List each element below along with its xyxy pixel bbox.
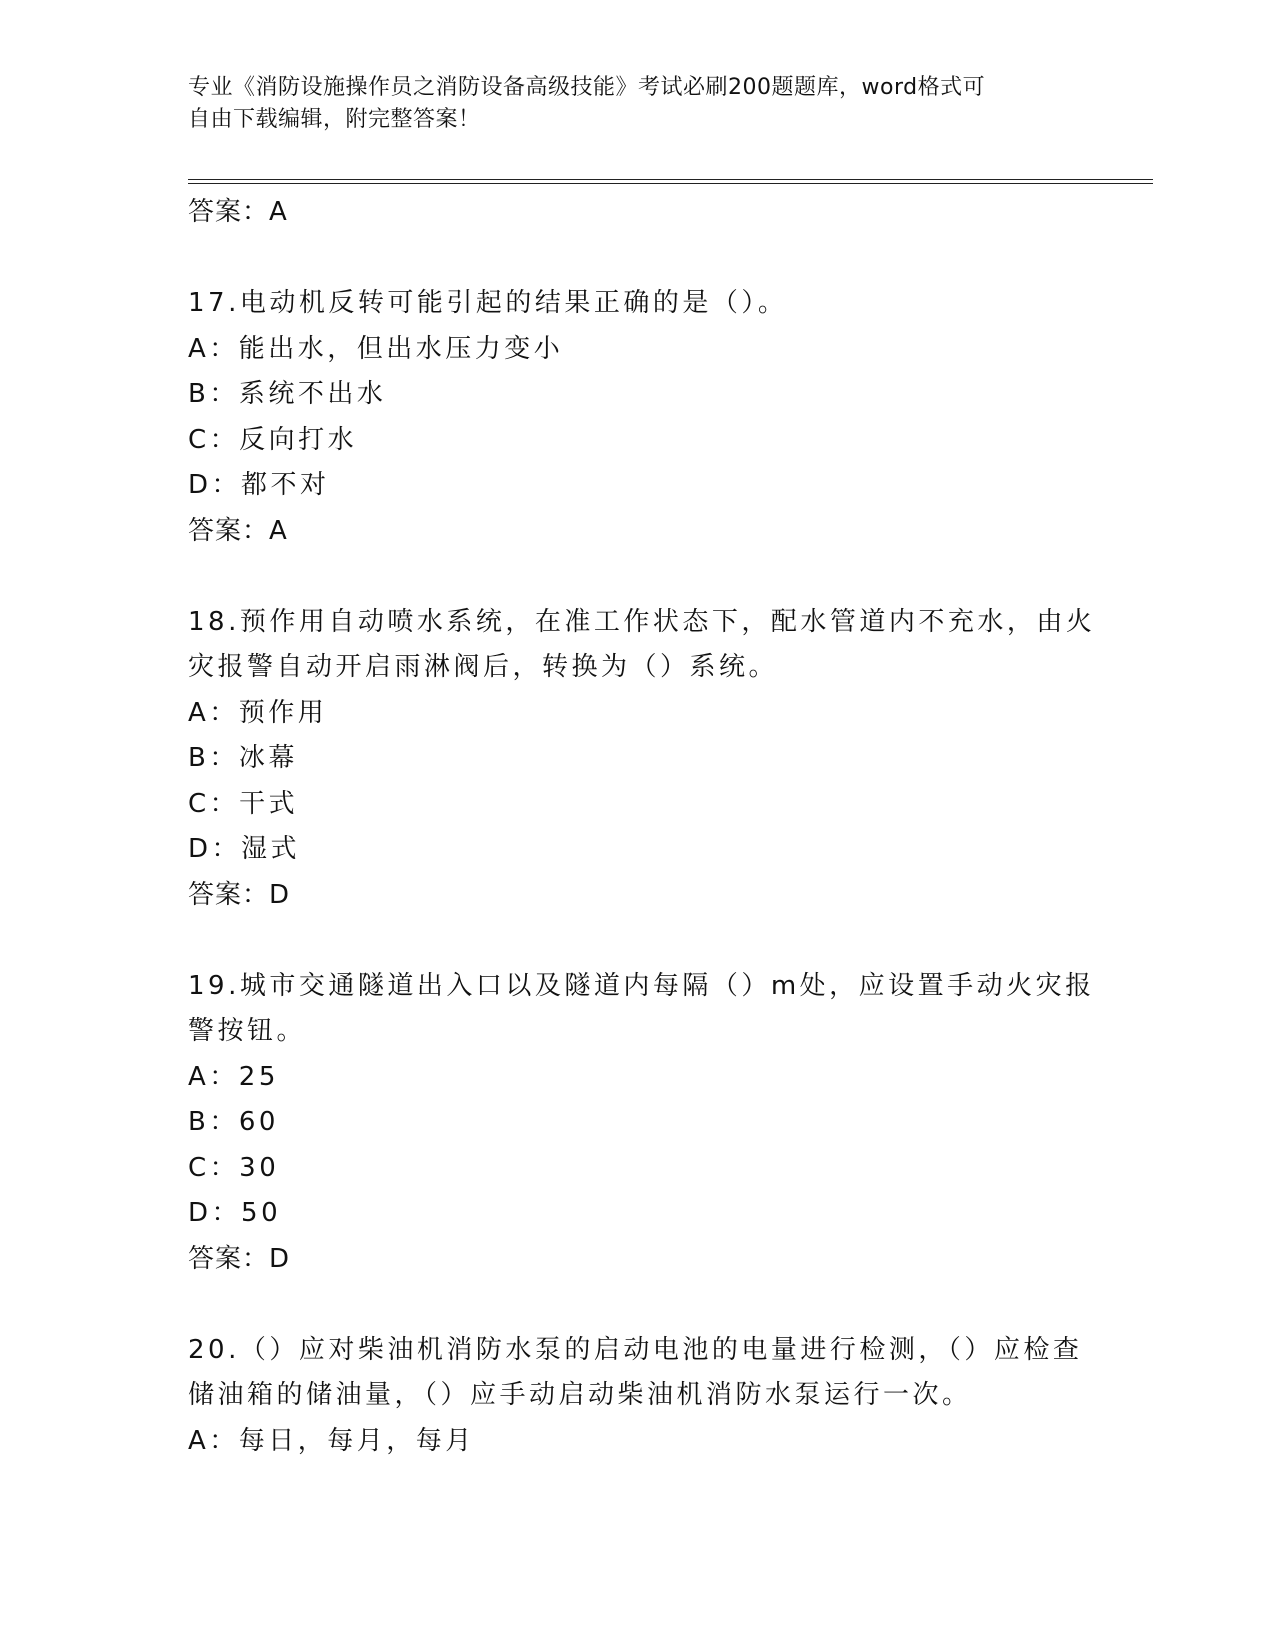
question-stem-continued: 警按钮。 [188,1016,307,1046]
question-19 [188,964,1095,1283]
question-stem-continued: 灾报警自动开启雨淋阀后，转换为（）系统。 [188,652,779,682]
option-c: C：30 [188,1152,280,1183]
question-list [188,190,1096,1464]
option-a: A：25 [188,1061,279,1092]
question-stem-continued: 储油箱的储油量，（）应手动启动柴油机消防水泵运行一次。 [188,1380,972,1410]
option-a: A：每日，每月，每月 [188,1425,475,1456]
option-d: D：50 [188,1198,282,1228]
header-line-2: 自由下载编辑，附完整答案！ [188,107,481,132]
header-divider-top [188,179,1153,180]
question-17 [188,281,1088,554]
option-a: A：预作用 [188,697,328,728]
answer-line: 答案：A [188,197,288,227]
option-b: B：冰幕 [188,743,298,773]
question-stem: 19.城市交通隧道出入口以及隧道内每隔（）m处，应设置手动火灾报 [188,970,1095,1001]
option-c: C：反向打水 [188,424,358,455]
question-stem: 17.电动机反转可能引起的结果正确的是（）。 [188,288,788,318]
answer-line: 答案：D [188,879,291,910]
answer-line: 答案：A [188,515,288,546]
header-divider-bottom [188,183,1153,184]
option-b: B：系统不出水 [188,379,387,409]
document-header [188,72,1068,136]
question-stem: 20.（）应对柴油机消防水泵的启动电池的电量进行检测，（）应检查 [188,1334,1083,1365]
question-18 [188,600,1096,919]
answer-line: 答案：D [188,1243,291,1274]
spacer [188,236,1088,282]
option-c: C：干式 [188,788,299,819]
option-a: A：能出水，但出水压力变小 [188,333,564,364]
option-d: D：湿式 [188,834,301,864]
option-d: D：都不对 [188,470,330,500]
spacer [188,1282,1088,1328]
question-20 [188,1328,1088,1465]
header-line-1: 专业《消防设施操作员之消防设备高级技能》考试必刷200题题库，word格式可 [188,75,986,100]
option-b: B：60 [188,1107,279,1137]
question-stem: 18.预作用自动喷水系统，在准工作状态下，配水管道内不充水，由火 [188,606,1096,637]
spacer [188,554,1088,600]
spacer [188,918,1088,964]
